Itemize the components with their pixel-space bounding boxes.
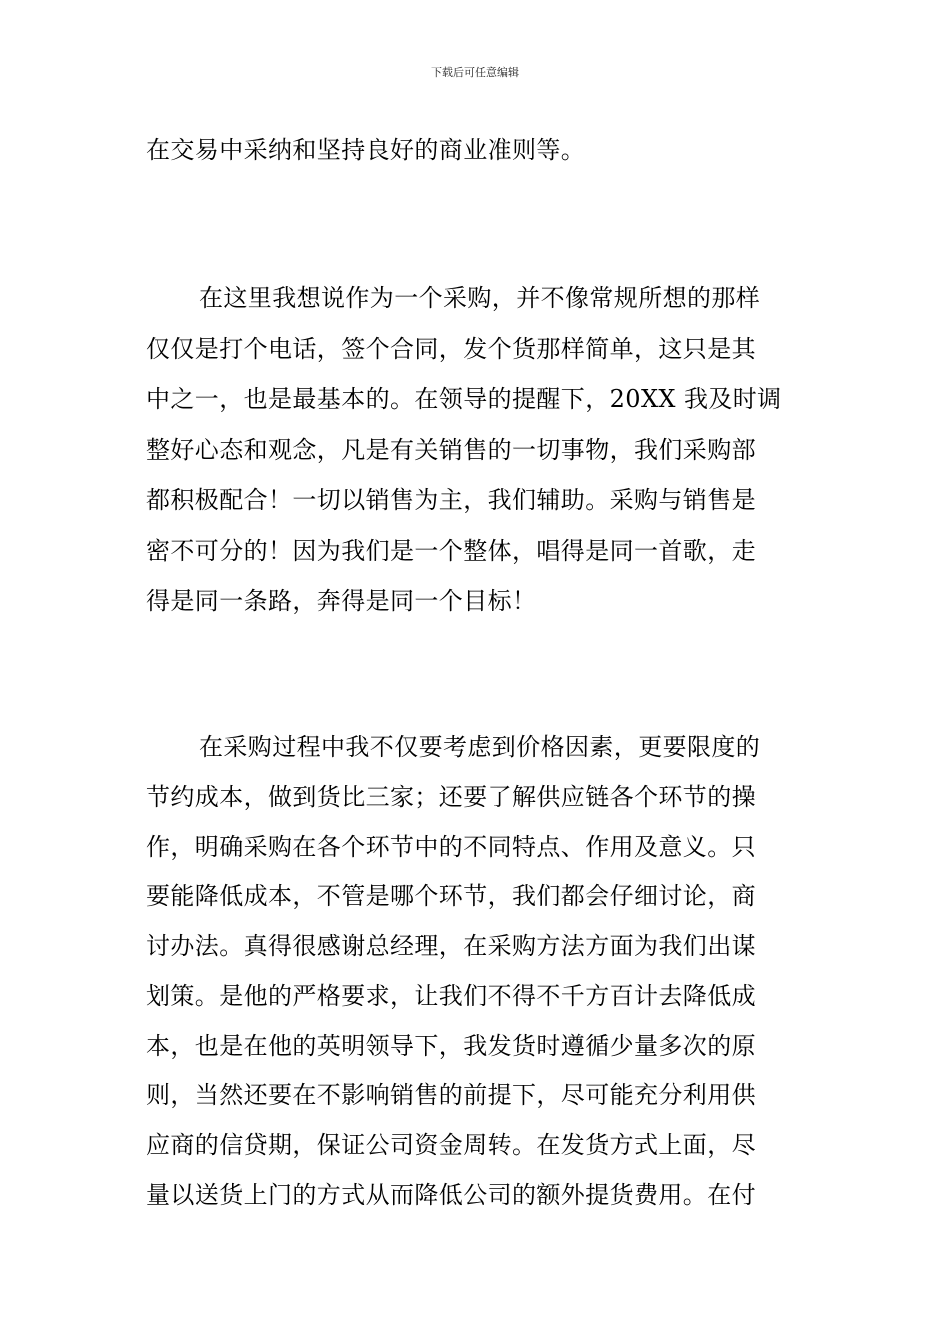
text-line: 划策。是他的严格要求，让我们不得不千方百计去降低成 <box>146 982 756 1010</box>
text-line: 在交易中采纳和坚持良好的商业准则等。 <box>146 136 586 164</box>
text-line: 量以送货上门的方式从而降低公司的额外提货费用。在付 <box>146 1181 756 1209</box>
text-line: 要能降低成本，不管是哪个环节，我们都会仔细讨论，商 <box>146 882 756 910</box>
text-line: 中之一，也是最基本的。在领导的提醒下，20XX 我及时调 <box>146 385 782 413</box>
text-line: 在这里我想说作为一个采购，并不像常规所想的那样 <box>199 284 761 312</box>
text-line: 作，明确采购在各个环节中的不同特点、作用及意义。只 <box>146 833 756 861</box>
text-line: 在采购过程中我不仅要考虑到价格因素，更要限度的 <box>199 733 761 761</box>
text-line: 密不可分的！因为我们是一个整体，唱得是同一首歌，走 <box>146 537 756 565</box>
text-line: 仅仅是打个电话，签个合同，发个货那样简单，这只是其 <box>146 335 756 363</box>
text-line: 都积极配合！一切以销售为主，我们辅助。采购与销售是 <box>146 486 756 514</box>
text-line: 讨办法。真得很感谢总经理，在采购方法方面为我们出谋 <box>146 932 756 960</box>
text-line: 本，也是在他的英明领导下，我发货时遵循少量多次的原 <box>146 1032 756 1060</box>
page-header: 下载后可任意编辑 <box>431 66 519 79</box>
text-line: 整好心态和观念，凡是有关销售的一切事物，我们采购部 <box>146 436 756 464</box>
text-line: 应商的信贷期，保证公司资金周转。在发货方式上面，尽 <box>146 1131 756 1159</box>
text-line: 节约成本，做到货比三家；还要了解供应链各个环节的操 <box>146 783 756 811</box>
text-line: 则，当然还要在不影响销售的前提下，尽可能充分利用供 <box>146 1081 756 1109</box>
text-line: 得是同一条路，奔得是同一个目标！ <box>146 587 537 615</box>
